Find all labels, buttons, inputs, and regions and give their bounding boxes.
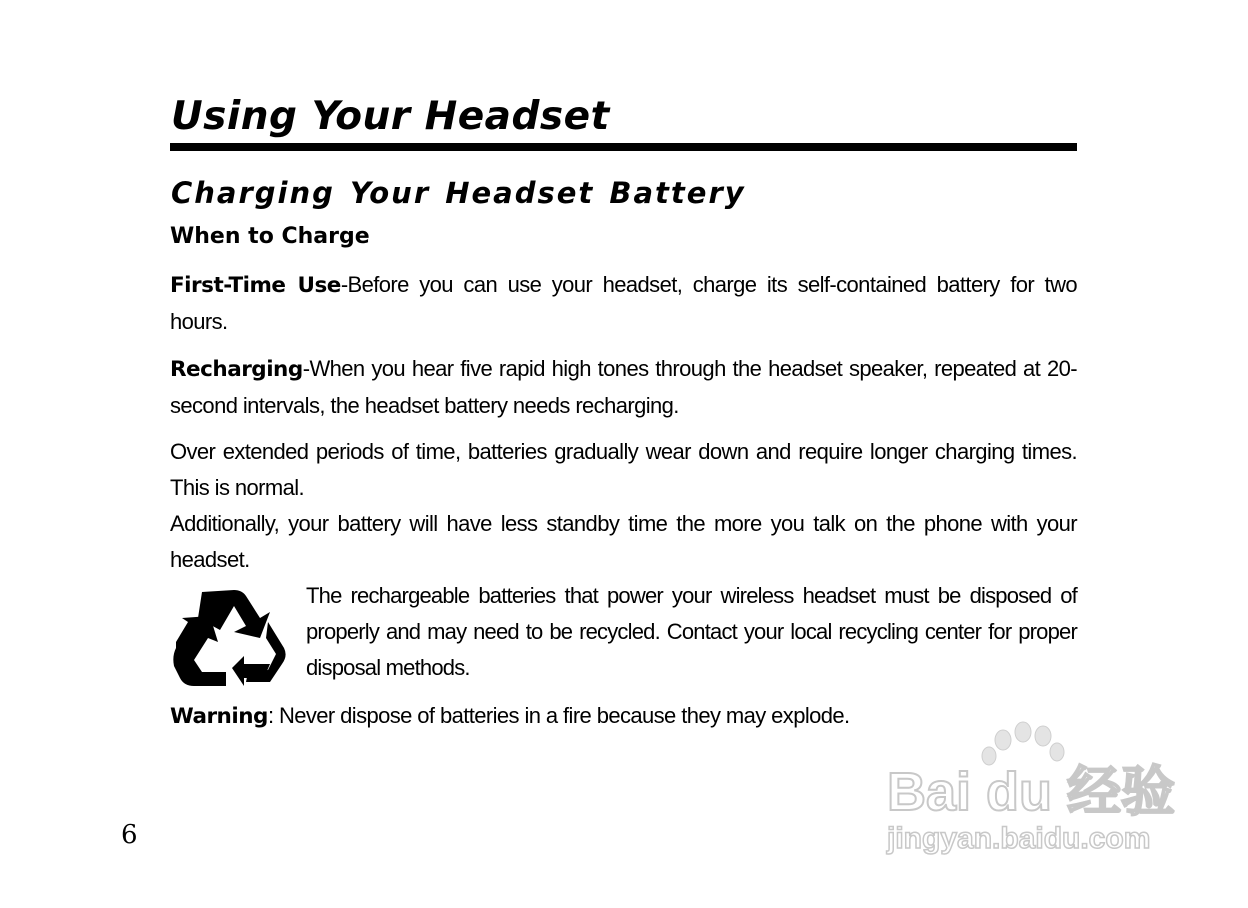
recycle-icon — [172, 586, 290, 690]
first-time-text: -Before you can use your headset, charge its self-contained battery for two hours. — [170, 272, 1077, 334]
subsection-title: When to Charge — [170, 224, 370, 249]
warning-text: : Never dispose of batteries in a fire because they may explode. — [267, 703, 850, 728]
first-time-label: First-Time Use — [170, 273, 341, 298]
recharging-paragraph — [170, 351, 1077, 424]
baidu-watermark — [885, 720, 1185, 870]
page-number: 6 — [121, 820, 138, 850]
recharging-label: Recharging — [170, 357, 303, 382]
watermark-brand: Bai du 经验 — [887, 762, 1176, 822]
baidu-paw-logo — [982, 722, 1064, 765]
wear-paragraph: Over extended periods of time, batteries gradually wear down and require longer charging times. This is normal. — [170, 439, 1077, 500]
section-title: Charging Your Headset Battery — [171, 176, 746, 210]
standby-paragraph: Additionally, your battery will have less standby time the more you talk on the phone with your headset. — [170, 511, 1077, 572]
title-rule — [170, 143, 1077, 151]
watermark-url: jingyan.baidu.com — [887, 822, 1151, 855]
warning-label: Warning — [170, 704, 268, 729]
recharging-text: -When you hear five rapid high tones through the headset speaker, repeated at 20-second intervals, the headset battery needs recharging. — [170, 356, 1077, 418]
page-title: Using Your Headset — [171, 94, 610, 139]
recycle-paragraph: The rechargeable batteries that power your wireless headset must be disposed of properly and may need to be recycled. Contact your local recycling center for proper disposal methods. — [306, 583, 1077, 680]
first-time-paragraph — [170, 267, 1077, 340]
